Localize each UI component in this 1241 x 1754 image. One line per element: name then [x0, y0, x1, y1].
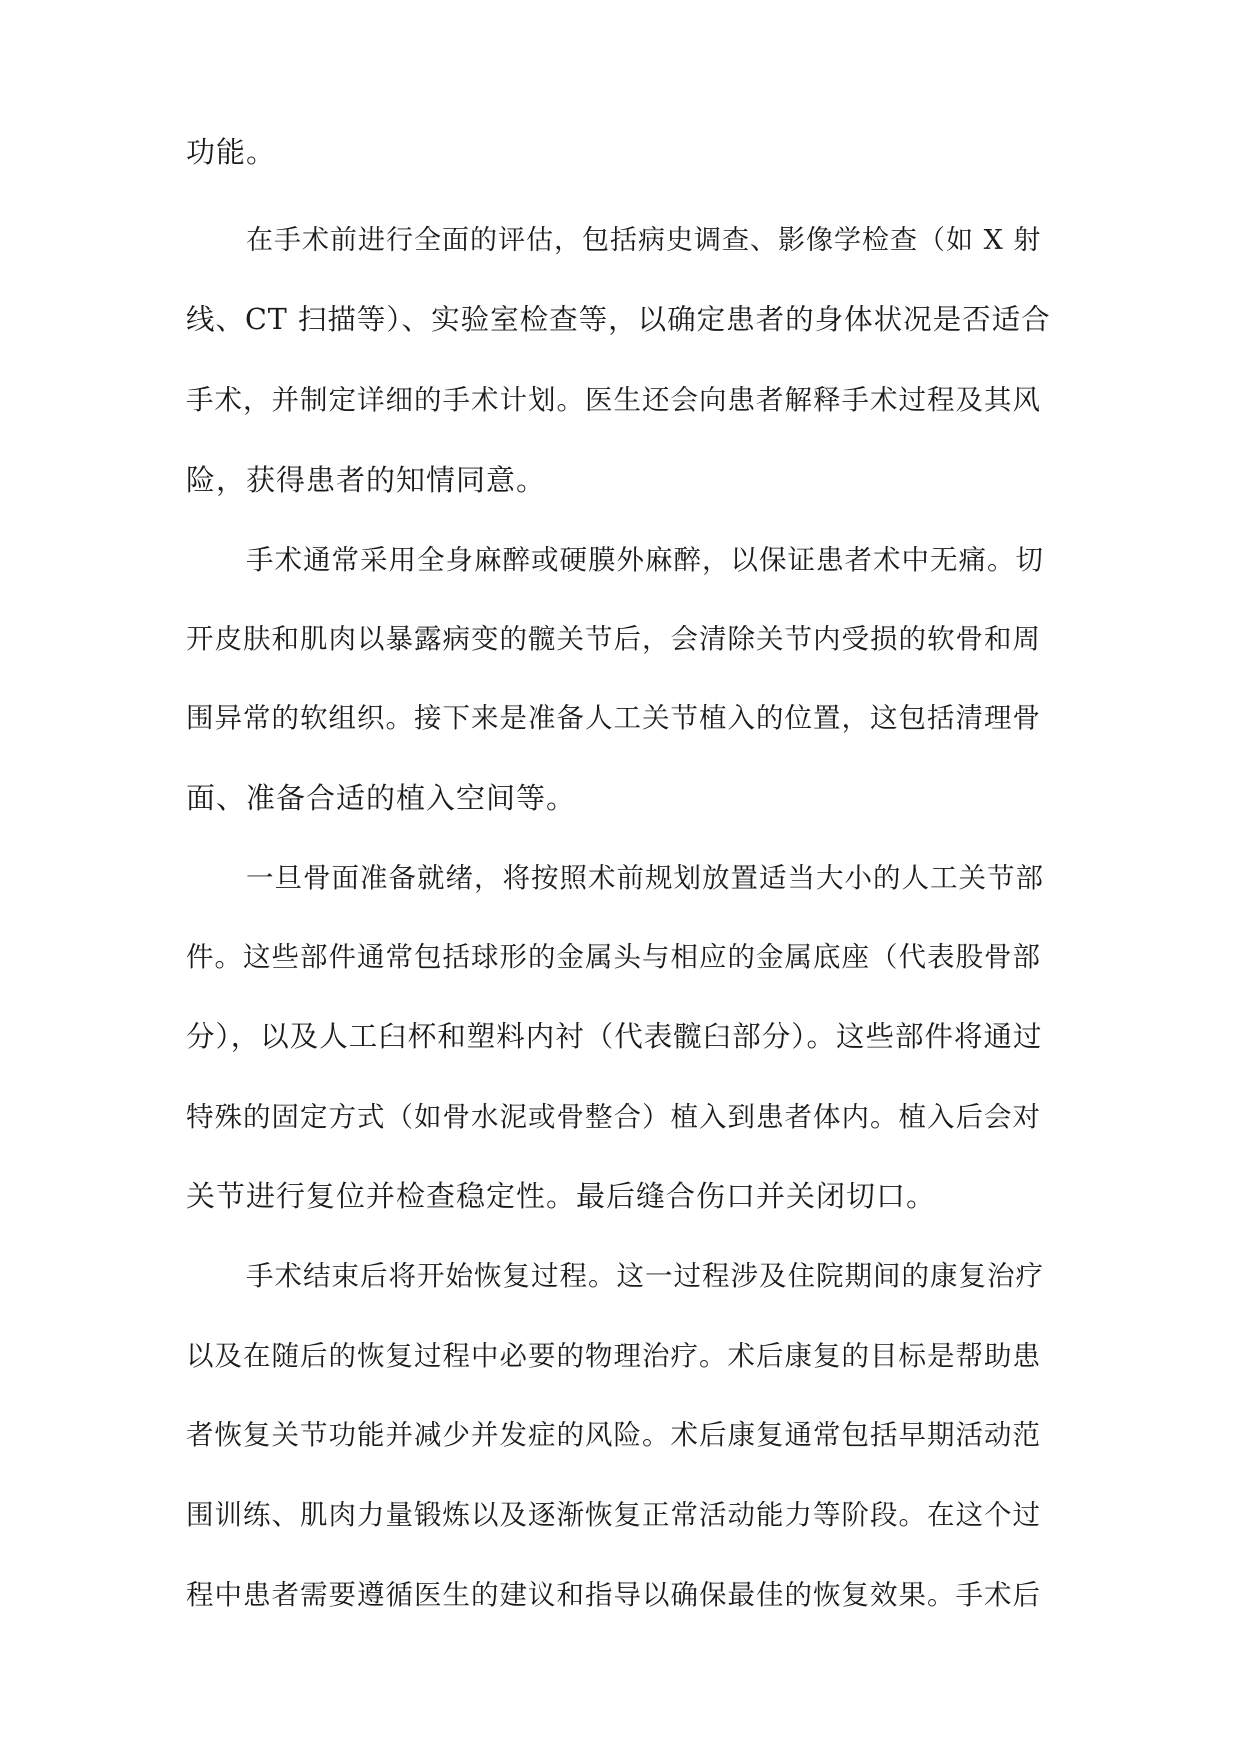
text-line: 险，获得患者的知情同意。 — [186, 463, 547, 497]
text-line: 手术通常采用全身麻醉或硬膜外麻醉，以保证患者术中无痛。切 — [246, 544, 1044, 576]
text-line: 功能。 — [186, 135, 277, 169]
text-line: 关节进行复位并检查稳定性。最后缝合伤口并关闭切口。 — [186, 1179, 937, 1213]
text-line: 以及在随后的恢复过程中必要的物理治疗。术后康复的目标是帮助患 — [186, 1340, 1041, 1372]
text-line: 在手术前进行全面的评估，包括病史调查、影像学检查（如 X 射 — [246, 225, 1042, 256]
text-line: 者恢复关节功能并减少并发症的风险。术后康复通常包括早期活动范 — [186, 1419, 1041, 1451]
text-line: 开皮肤和肌肉以暴露病变的髋关节后，会清除关节内受损的软骨和周 — [186, 623, 1041, 655]
text-line: 特殊的固定方式（如骨水泥或骨整合）植入到患者体内。植入后会对 — [186, 1101, 1041, 1133]
text-line: 件。这些部件通常包括球形的金属头与相应的金属底座（代表股骨部 — [186, 941, 1041, 973]
text-line: 手术，并制定详细的手术计划。医生还会向患者解释手术过程及其风 — [186, 384, 1041, 416]
text-line: 手术结束后将开始恢复过程。这一过程涉及住院期间的康复治疗 — [246, 1260, 1044, 1292]
text-line: 分），以及人工臼杯和塑料内衬（代表髋臼部分）。这些部件将通过 — [186, 1020, 1043, 1053]
text-line: 围异常的软组织。接下来是准备人工关节植入的位置，这包括清理骨 — [186, 702, 1041, 734]
text-line: 围训练、肌肉力量锻炼以及逐渐恢复正常活动能力等阶段。在这个过 — [186, 1499, 1041, 1531]
text-line: 面、准备合适的植入空间等。 — [186, 781, 577, 815]
text-line: 程中患者需要遵循医生的建议和指导以确保最佳的恢复效果。手术后 — [186, 1579, 1041, 1611]
text-line: 一旦骨面准备就绪，将按照术前规划放置适当大小的人工关节部 — [246, 862, 1044, 894]
text-line: 线、CT 扫描等）、实验室检查等，以确定患者的身体状况是否适合 — [186, 303, 1051, 336]
